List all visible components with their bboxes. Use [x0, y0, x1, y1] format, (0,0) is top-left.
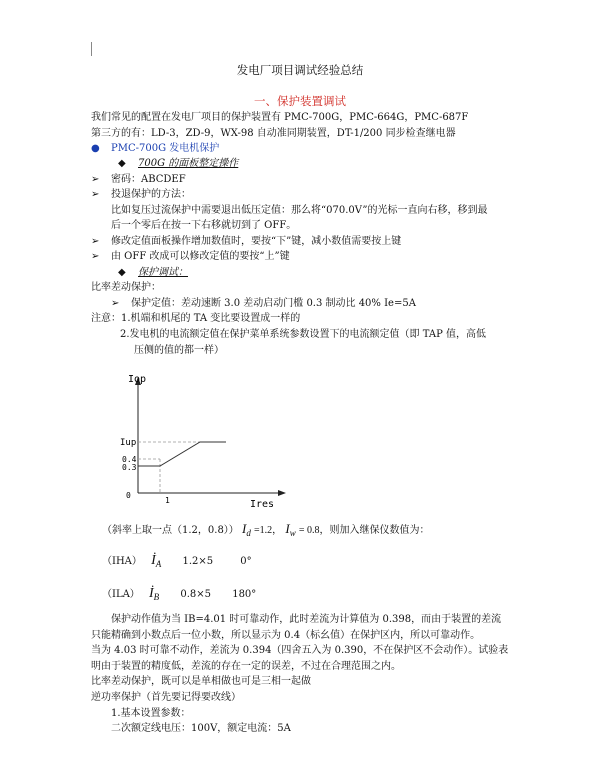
formula-iw-subscript: w	[289, 528, 296, 538]
para1-line2: 第三方的有：LD-3，ZD-9，WX-98 自动准同期装置，DT-1/200 同步检查继电器	[91, 128, 456, 139]
off-text: 由 OFF 改成可以修改定值的要按“上”键	[111, 251, 290, 262]
arrow-bullet-icon: ➢	[91, 174, 100, 185]
exit-desc-line1: 比如复压过流保护中需要退出低压定值：那么将“070.0V”的光标一直向右移，移到最	[111, 205, 488, 216]
subheading-debug-label: 保护调试：	[138, 267, 188, 278]
formula-id-value: =1.2，	[254, 525, 283, 536]
note2-line2: 压侧的值的都一样）	[134, 345, 224, 356]
x-axis-label: Ires	[250, 499, 275, 510]
formula-id-symbol: I	[242, 521, 247, 536]
note1: 注意：1.机端和机尾的 TA 变比要设置成一样的	[91, 313, 301, 324]
ila-subscript: B	[153, 592, 160, 602]
origin-label: 0	[126, 491, 131, 500]
arrow-bullet-icon: ➢	[91, 189, 100, 200]
diff-protection-label: 比率差动保护：	[91, 282, 161, 293]
secondary-rating-text: 二次额定线电压：100V，额定电流：5A	[111, 723, 291, 734]
filled-circle-bullet-icon: ●	[91, 143, 100, 154]
ila-value: 0.8×5	[180, 589, 212, 600]
list-item	[91, 172, 186, 187]
x-tick-1: 1	[165, 496, 170, 505]
y-axis-label: Iop	[128, 374, 147, 385]
y-tick-0.3: 0.3	[122, 463, 137, 472]
formula-id-subscript: d	[246, 528, 251, 538]
iha-label: （IHA）	[102, 556, 142, 567]
margin-mark	[91, 42, 92, 56]
ila-line	[102, 585, 256, 606]
reverse-power-heading: 逆功率保护（首先要记得要改线）	[91, 692, 241, 703]
blue-list-item-label: PMC-700G 发电机保护	[111, 143, 220, 154]
ila-angle: 180°	[232, 589, 257, 600]
formula-iw-symbol: I	[285, 521, 290, 536]
arrow-bullet-icon: ➢	[91, 251, 100, 262]
formula-prefix: （斜率上取一点（1.2，0.8））	[102, 525, 239, 536]
iha-symbol: İ	[151, 553, 156, 568]
iha-angle: 0°	[240, 556, 252, 567]
protect-value-text: 保护定值：差动速断 3.0 差动启动门槛 0.3 制动比 40% Ie=5A	[131, 298, 416, 309]
formula-suffix: ，则加入继保仪数值为：	[319, 525, 430, 536]
iha-line	[102, 552, 252, 573]
exit-desc-line2: 后一个零后在按一下右移就切到了 OFF。	[111, 220, 297, 231]
diamond-bullet-icon: ◆	[118, 158, 126, 169]
formula-line	[102, 520, 430, 542]
list-item	[91, 249, 290, 264]
x-axis-arrow-icon	[278, 490, 286, 496]
blue-list-item	[91, 141, 219, 156]
action-para-line3: 当为 4.03 时可靠不动作，差流为 0.394（四舍五入为 0.390，不在保护区不会动作）。试验表	[91, 645, 509, 656]
arrow-bullet-icon: ➢	[91, 236, 100, 247]
diamond-bullet-icon: ◆	[118, 267, 126, 278]
modify-text: 修改定值面板操作增加数值时，要按“下”键，减小数值需要按上键	[111, 236, 402, 247]
list-item	[91, 187, 191, 202]
y-tick-iup: Iup	[120, 438, 137, 448]
list-item	[111, 296, 416, 311]
note2-line1: 2.发电机的电流额定值在保护菜单系统参数设置下的电流额定值（即 TAP 值，高低	[120, 329, 486, 340]
para1-line1: 我们常见的配置在发电厂项目的保护装置有 PMC-700G，PMC-664G，PMC-687F	[91, 112, 469, 123]
password-text: 密码：ABCDEF	[111, 174, 186, 185]
section-heading: 一、保护装置调试	[254, 94, 346, 108]
ila-label: （ILA）	[102, 589, 140, 600]
exit-method-title: 投退保护的方法：	[111, 189, 191, 200]
list-item	[91, 234, 401, 249]
ila-symbol: İ	[149, 586, 154, 601]
document-title: 发电厂项目调试经验总结	[236, 63, 364, 77]
action-para-line4: 明由于装置的精度低，差流的存在一定的误差，不过在合理范围之内。	[91, 661, 401, 672]
formula-iw-value: = 0.8	[298, 525, 320, 536]
iha-subscript: A	[155, 559, 162, 569]
characteristic-curve	[138, 442, 226, 466]
arrow-bullet-icon: ➢	[111, 298, 120, 309]
subheading-panel	[118, 156, 238, 171]
single-phase-note: 比率差动保护，既可以是单相做也可是三相一起做	[91, 676, 311, 687]
characteristic-diagram	[120, 365, 300, 513]
action-para-line2: 只能精确到小数点后一位小数，所以显示为 0.4（标幺值）在保护区内，所以可靠动作。	[91, 630, 481, 641]
subheading-debug	[118, 265, 188, 280]
y-tick-0.4: 0.4	[122, 455, 137, 464]
subheading-panel-label: 700G 的面板整定操作	[138, 158, 239, 169]
action-para-line1: 保护动作值为当 IB=4.01 时可靠动作，此时差流为计算值为 0.398，而由于装置的差流	[111, 614, 502, 625]
iha-value: 1.2×5	[182, 556, 214, 567]
basic-settings-heading: 1.基本设置参数：	[111, 708, 191, 719]
